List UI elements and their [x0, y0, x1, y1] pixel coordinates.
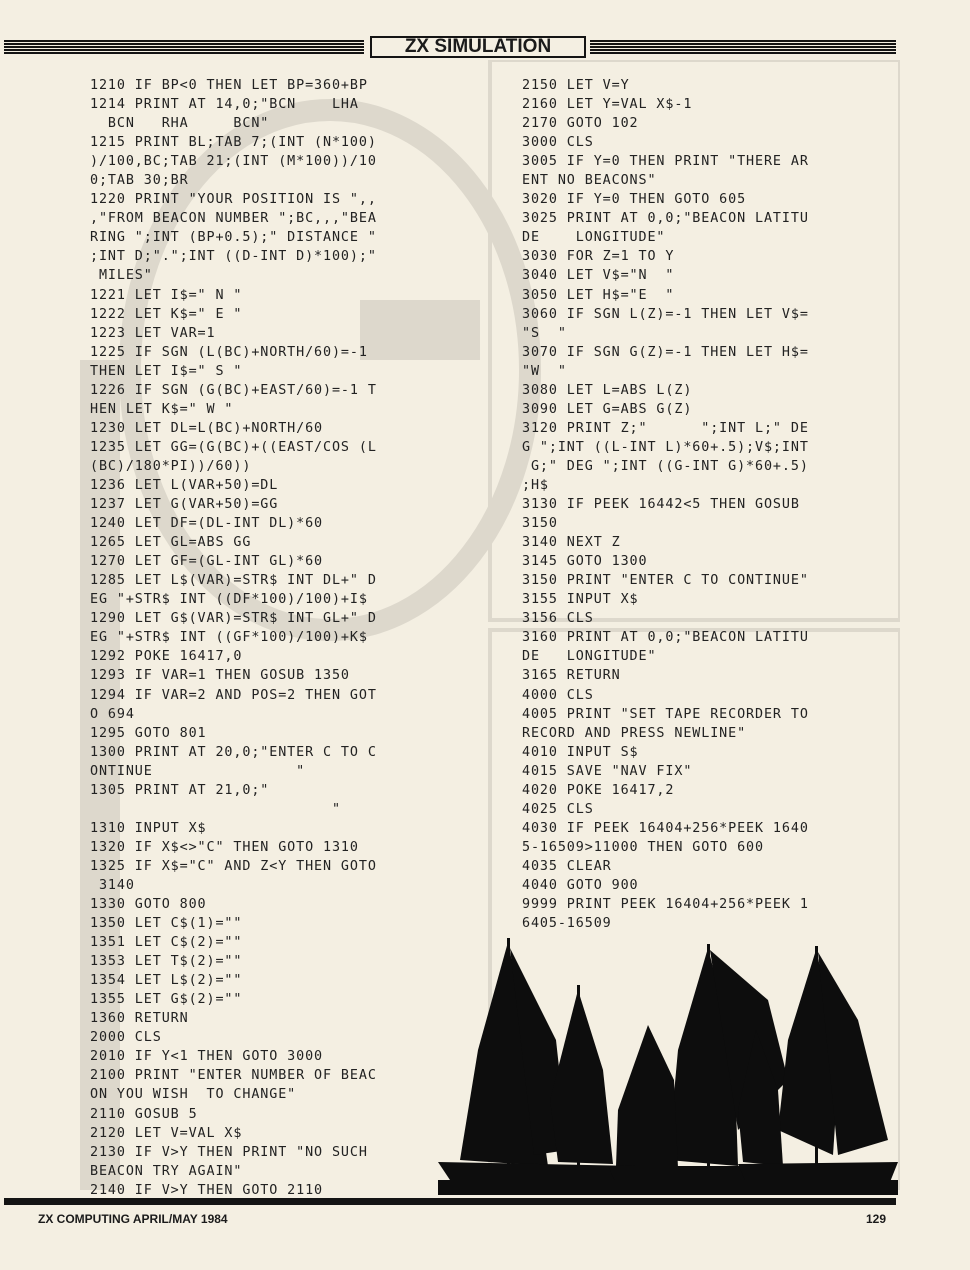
program-listing-right-column: [522, 76, 872, 933]
code-line: HEN LET K$=" W ": [90, 401, 234, 417]
code-line: 3070 IF SGN G(Z)=-1 THEN LET H$=: [522, 344, 809, 360]
code-line: 2150 LET V=Y: [522, 78, 630, 93]
code-line: 1225 IF SGN (L(BC)+NORTH/60)=-1: [90, 344, 368, 360]
section-title: ZX SIMULATION: [370, 36, 586, 58]
code-line: 1270 LET GF=(GL-INT GL)*60: [90, 554, 324, 570]
code-line: 2120 LET V=VAL X$: [90, 1125, 243, 1141]
code-line: )/100,BC;TAB 21;(INT (M*100))/10: [90, 154, 377, 170]
code-line: THEN LET I$=" S ": [90, 363, 243, 379]
code-line: 1351 LET C$(2)="": [90, 935, 243, 951]
code-line: 1294 IF VAR=2 AND POS=2 THEN GOT: [90, 687, 377, 703]
code-line: 1220 PRINT "YOUR POSITION IS ",,: [90, 192, 377, 208]
code-line: 1223 LET VAR=1: [90, 325, 216, 341]
code-line: 6405-16509: [522, 916, 612, 932]
code-line: 3080 LET L=ABS L(Z): [522, 382, 693, 398]
code-line: ;H$: [522, 477, 549, 493]
code-line: EG "+STR$ INT ((GF*100)/100)+K$: [90, 630, 368, 646]
code-line: 4020 POKE 16417,2: [522, 782, 675, 798]
code-line: 1236 LET L(VAR+50)=DL: [90, 477, 279, 493]
code-line: 3060 IF SGN L(Z)=-1 THEN LET V$=: [522, 306, 809, 322]
code-line: RING ";INT (BP+0.5);" DISTANCE ": [90, 230, 377, 246]
code-line: 2170 GOTO 102: [522, 116, 639, 132]
code-line: 4015 SAVE "NAV FIX": [522, 763, 693, 779]
code-line: BEACON TRY AGAIN": [90, 1163, 243, 1179]
code-line: 1310 INPUT X$: [90, 820, 207, 836]
code-line: 0;TAB 30;BR: [90, 173, 189, 189]
program-listing-left-column: [90, 76, 435, 1200]
code-line: 1330 GOTO 800: [90, 897, 207, 913]
code-line: G ";INT ((L-INT L)*60+.5);V$;INT: [522, 439, 809, 455]
code-line: 3030 FOR Z=1 TO Y: [522, 249, 675, 265]
code-line: 1214 PRINT AT 14,0;"BCN LHA: [90, 97, 359, 113]
code-line: 1350 LET C$(1)="": [90, 916, 243, 932]
code-line: "W ": [522, 363, 567, 379]
code-line: O 694: [90, 706, 135, 722]
code-line: ONTINUE ": [90, 763, 306, 779]
code-line: RECORD AND PRESS NEWLINE": [522, 725, 747, 741]
code-line: 3165 RETURN: [522, 668, 621, 684]
footer-rule: [4, 1198, 896, 1205]
code-line: 1320 IF X$<>"C" THEN GOTO 1310: [90, 839, 359, 855]
code-line: 3050 LET H$="E ": [522, 287, 675, 303]
publication-footer: ZX COMPUTING APRIL/MAY 1984: [38, 1212, 228, 1226]
code-line: 1325 IF X$="C" AND Z<Y THEN GOTO: [90, 858, 377, 874]
code-line: 3145 GOTO 1300: [522, 554, 648, 570]
code-line: 1360 RETURN: [90, 1011, 189, 1027]
code-line: 1355 LET G$(2)="": [90, 992, 243, 1008]
code-line: "S ": [522, 325, 567, 341]
code-line: 4035 CLEAR: [522, 858, 612, 874]
code-line: 4005 PRINT "SET TAPE RECORDER TO: [522, 706, 809, 722]
code-line: 3000 CLS: [522, 135, 594, 151]
code-line: 1235 LET GG=(G(BC)+((EAST/COS (L: [90, 439, 377, 455]
code-line: 1293 IF VAR=1 THEN GOSUB 1350: [90, 668, 350, 684]
code-line: 3150: [522, 516, 558, 532]
code-line: 3130 IF PEEK 16442<5 THEN GOSUB: [522, 497, 800, 513]
code-line: 1222 LET K$=" E ": [90, 306, 243, 322]
code-line: 1215 PRINT BL;TAB 7;(INT (N*100): [90, 135, 377, 151]
code-line: 3156 CLS: [522, 611, 594, 627]
code-line: 1292 POKE 16417,0: [90, 649, 243, 665]
code-line: 3120 PRINT Z;" ";INT L;" DE: [522, 420, 809, 436]
code-line: 1290 LET G$(VAR)=STR$ INT GL+" D: [90, 611, 377, 627]
code-line: 4030 IF PEEK 16404+256*PEEK 1640: [522, 820, 809, 836]
code-line: 3150 PRINT "ENTER C TO CONTINUE": [522, 573, 809, 589]
code-line: 3160 PRINT AT 0,0;"BEACON LATITU: [522, 630, 809, 646]
section-header: [4, 36, 896, 58]
page-number: 129: [866, 1212, 887, 1226]
code-line: 3155 INPUT X$: [522, 592, 639, 608]
code-line: DE LONGITUDE": [522, 649, 657, 665]
code-line: EG "+STR$ INT ((DF*100)/100)+I$: [90, 592, 368, 608]
sailing-ships-illustration: [438, 930, 898, 1195]
code-line: ;INT D;".";INT ((D-INT D)*100);": [90, 249, 377, 265]
code-line: 1300 PRINT AT 20,0;"ENTER C TO C: [90, 744, 377, 760]
code-line: 3005 IF Y=0 THEN PRINT "THERE AR: [522, 154, 809, 170]
code-line: 1305 PRINT AT 21,0;": [90, 782, 270, 798]
code-line: 2160 LET Y=VAL X$-1: [522, 97, 693, 113]
code-line: 2000 CLS: [90, 1030, 162, 1046]
header-rule-right: [590, 40, 896, 54]
code-line: 9999 PRINT PEEK 16404+256*PEEK 1: [522, 897, 809, 913]
code-line: 4025 CLS: [522, 801, 594, 817]
code-line: 1354 LET L$(2)="": [90, 973, 243, 989]
code-line: 2100 PRINT "ENTER NUMBER OF BEAC: [90, 1068, 377, 1084]
code-line: G;" DEG ";INT ((G-INT G)*60+.5): [522, 458, 809, 474]
code-line: ": [90, 801, 341, 817]
code-line: MILES": [90, 268, 153, 284]
code-line: 3040 LET V$="N ": [522, 268, 675, 284]
code-line: 2010 IF Y<1 THEN GOTO 3000: [90, 1049, 324, 1065]
header-rule-left: [4, 40, 364, 54]
code-line: 3090 LET G=ABS G(Z): [522, 401, 693, 417]
code-line: 1210 IF BP<0 THEN LET BP=360+BP: [90, 78, 368, 93]
code-line: 1353 LET T$(2)="": [90, 954, 243, 970]
code-line: 1240 LET DF=(DL-INT DL)*60: [90, 516, 324, 532]
code-line: 4000 CLS: [522, 687, 594, 703]
code-line: ,"FROM BEACON NUMBER ";BC,,,"BEA: [90, 211, 377, 227]
code-line: 5-16509>11000 THEN GOTO 600: [522, 839, 764, 855]
code-line: 1237 LET G(VAR+50)=GG: [90, 497, 279, 513]
code-line: 1295 GOTO 801: [90, 725, 207, 741]
code-line: BCN RHA BCN": [90, 116, 270, 132]
code-line: 3025 PRINT AT 0,0;"BEACON LATITU: [522, 211, 809, 227]
code-line: 4010 INPUT S$: [522, 744, 639, 760]
code-line: 1230 LET DL=L(BC)+NORTH/60: [90, 420, 324, 436]
code-line: ENT NO BEACONS": [522, 173, 657, 189]
code-line: 3140: [90, 877, 135, 893]
code-line: 1221 LET I$=" N ": [90, 287, 243, 303]
code-line: 1265 LET GL=ABS GG: [90, 535, 252, 551]
code-line: 3140 NEXT Z: [522, 535, 621, 551]
code-line: 3020 IF Y=0 THEN GOTO 605: [522, 192, 747, 208]
code-line: 1226 IF SGN (G(BC)+EAST/60)=-1 T: [90, 382, 377, 398]
code-line: (BC)/180*PI))/60)): [90, 458, 252, 474]
code-line: DE LONGITUDE": [522, 230, 666, 246]
code-line: 4040 GOTO 900: [522, 877, 639, 893]
code-line: ON YOU WISH TO CHANGE": [90, 1087, 297, 1103]
code-line: 2140 IF V>Y THEN GOTO 2110: [90, 1182, 324, 1198]
code-line: 2130 IF V>Y THEN PRINT "NO SUCH: [90, 1144, 368, 1160]
code-line: 2110 GOSUB 5: [90, 1106, 198, 1122]
code-line: 1285 LET L$(VAR)=STR$ INT DL+" D: [90, 573, 377, 589]
